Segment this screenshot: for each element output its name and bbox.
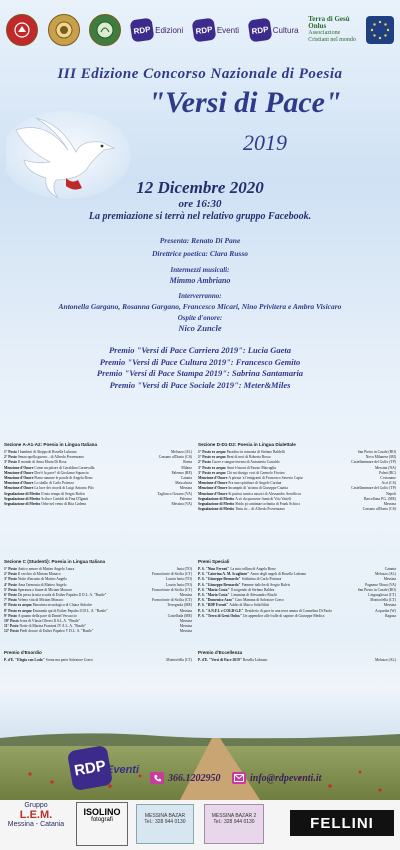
result-place: Melazzo (AL) — [171, 450, 192, 454]
result-title-author: Paradiso in armonia di Stefano Baldelli — [226, 450, 285, 454]
result-rank: 4° Posto — [4, 582, 17, 587]
result-title-author: I bambini di Aleppo di Rosella Lubrano — [17, 450, 77, 454]
result-rank: 1° Posto — [4, 567, 17, 571]
result-place: Messina — [179, 486, 192, 491]
special-awards-results — [198, 559, 396, 619]
result-rank: Segnalazione di Merito — [4, 496, 41, 501]
result-title-author: La mia collina di Angela Bono — [230, 567, 276, 571]
result-rank: 8° Posto ex aequo — [4, 603, 32, 608]
gold-seal-logo — [48, 14, 80, 46]
result-place: Castellada (ME) — [167, 613, 192, 618]
green-seal-logo — [89, 14, 121, 46]
isolino-sponsor-logo — [76, 802, 128, 846]
results-list — [4, 567, 192, 635]
main-title: "Versi di Pace" — [148, 86, 342, 119]
result-place: Nova Milanese (MI) — [365, 455, 396, 460]
result-place: Palermo (RE) — [171, 470, 192, 475]
result-place: Messina (NA) — [375, 465, 396, 470]
result-title-author: Il sorgendo di Stefano Baldea — [230, 587, 275, 592]
result-rank: P. S. "RDP Eventi" — [198, 603, 229, 608]
rdp-footer-badge: RDP — [67, 745, 113, 791]
result-title-author: Notte d'incanto di Matteo Angelo — [17, 577, 68, 582]
result-place: Pagnano Olona (VA) — [365, 582, 396, 587]
result-rank: 7° Posto — [4, 598, 17, 603]
terra-di-gesu-logo — [308, 16, 356, 44]
result-place: Linguaglossa (CT) — [368, 593, 396, 598]
result-rank: Segnalazione di Merito — [4, 502, 41, 507]
rdp-edizioni-logo — [131, 19, 183, 41]
result-place: Castellammare del Golfo (TP) — [351, 486, 396, 491]
edition-title: III Edizione Concorso Nazionale di Poesia — [57, 66, 343, 82]
result-rank: Menzione d'Onore — [198, 481, 228, 486]
result-title-author: Sbido pi cantintari orfanita di Frank Schicci — [235, 502, 300, 507]
result-title-author: A sò du quarsene fiumi di Vito Vatieli — [235, 496, 291, 501]
debut-award-results — [4, 650, 192, 663]
red-logo-seal — [6, 14, 38, 46]
year-title: 2019 — [243, 130, 287, 155]
result-title-author: Si putissi turnà a nasciri di Alessandro Aerafficco — [228, 491, 302, 496]
result-place: Melazzo (AL) — [375, 572, 396, 577]
result-place: Messina — [383, 502, 396, 507]
result-place: Catania — [180, 476, 192, 481]
result-rank: P. S. "Caterina A. M. Scaglione" — [198, 572, 250, 577]
result-rank: Segnalazione di Merito — [198, 502, 235, 507]
result-place: Messina — [179, 619, 192, 624]
terra-logo-name: Terra di Gesù Onlus — [308, 15, 350, 30]
result-title-author: Cuore e sangue terrena di Antonietta Castaldo — [211, 460, 280, 465]
result-rank: 8° Posto ex aequo — [4, 608, 32, 613]
bazar-2-label: MESSINA BAZAR 2 — [211, 813, 257, 819]
stars-icon — [369, 19, 391, 41]
result-rank: Segnalazione di Merito — [198, 507, 235, 512]
result-rank: 3° Posto — [4, 460, 17, 465]
result-title-author: Reni di neci di Roberta Rosso — [226, 455, 271, 460]
header-logo-row — [6, 8, 394, 52]
result-place: Mascalucia — [175, 481, 192, 486]
lem-group-sponsor-logo — [4, 802, 68, 846]
result-place: Messina — [179, 629, 192, 634]
result-title-author: Da persa la mia scuola di Esther Papaleo Il D.L. A. "Basile" — [17, 593, 107, 598]
result-place: Acri (CS) — [381, 481, 396, 486]
result-place: San Pietro in Casale (BO) — [357, 450, 396, 454]
result-place: Barcellona P.G. (ME) — [364, 496, 396, 501]
result-rank: P. S. "Nino Ferraù" — [198, 567, 230, 571]
result-title-author: Il cerchio di Miriam Monaco — [17, 572, 61, 577]
event-time: ore 16:30 — [178, 198, 222, 210]
result-title-author: Fra una spiritùaci di Angelo Cartina — [228, 481, 282, 486]
result-place: Cassano all'Ionio (CS) — [362, 507, 396, 512]
result-rank: Menzione d'Onore — [198, 486, 228, 491]
results-list — [4, 658, 192, 663]
isolino-sub: fotografi — [91, 817, 113, 823]
result-rank: Menzione d'Onore — [4, 476, 34, 481]
section-a-results — [4, 442, 192, 507]
seal-icon — [95, 20, 115, 40]
result-title-author: Fiamme italiche di Sergio Balvis — [241, 582, 291, 587]
result-rank: 3° Posto ex aequo — [198, 470, 226, 475]
result-row — [4, 502, 192, 507]
speakers-names: Antonella Gargano, Rosanna Gargano, Francesco Micari, Nino Privitera e Ambra Visicaro — [58, 302, 342, 311]
section-title: Sezione D-D1-D2: Poesia in Lingua Dialettale — [198, 442, 296, 447]
result-title-author: L'ammina di Alessandro Riachi — [230, 593, 277, 598]
section-title: Premi Speciali — [198, 559, 230, 564]
messina-bazar-label: MESSINA BAZAR — [144, 813, 186, 819]
result-place: Messina (VA) — [171, 502, 192, 507]
result-place: Messina — [179, 593, 192, 598]
result-rank: 9° Posto — [4, 613, 17, 618]
section-d-results — [198, 442, 396, 512]
result-title-author: Addio di Marco Schiffilitti — [229, 603, 269, 608]
result-place: Francofonte di Sicilia (CT) — [151, 587, 192, 592]
event-note: La premiazione si terrà nel relativo gruppo Facebook. — [88, 211, 312, 222]
result-title-author: Tintu tic... di Alfredo Provenzano — [235, 507, 285, 512]
result-rank: P. d'E. "Versi di Pace 2019" — [198, 658, 242, 662]
result-place: Montorfella (CT) — [166, 658, 192, 662]
result-place: Palermo — [179, 496, 192, 501]
result-place: Messina — [179, 624, 192, 629]
result-place: Laurin Isnia (TO) — [165, 582, 192, 587]
result-rank: Menzione d'Onore — [4, 481, 34, 486]
result-place: Francofonte di Sicilia (CT) — [151, 572, 192, 577]
result-rank: 3° Posto — [4, 577, 17, 582]
result-title-author: Un appendice alle frulle di saprine di Giuseppe Medica — [242, 613, 325, 618]
interludes-name: Mimmo Ambriano — [169, 276, 231, 285]
presenter-line: Presenta: Renato Di Pane — [159, 236, 241, 245]
result-rank: P. S. "Maria Costa" — [198, 587, 230, 592]
lem-name: L.E.M. — [19, 809, 53, 821]
result-title-author: Incampiti di 'sirianu di Giuseppe Caiatia — [228, 486, 288, 491]
lem-top-label: Gruppo — [24, 802, 48, 809]
result-title-author: La luce dei ricordi di Luigi Antonio Pilo — [34, 486, 94, 491]
result-rank: 12° Posto — [4, 629, 19, 634]
result-title-author: Senza quella guerra... di Alfredo Provenzano — [17, 455, 84, 460]
star-circle-logo — [366, 16, 394, 44]
result-place: Montorfella (CT) — [370, 598, 396, 603]
guest-name: Nico Zuncle — [178, 323, 222, 333]
results-list — [198, 450, 396, 512]
result-title-author: Chi mi dissigo voci di Carmelo Fiorino — [226, 470, 285, 475]
result-place: Isnia (TO) — [176, 567, 192, 571]
result-title-author: Speranza a fiume di Miriam Monaco — [17, 587, 73, 592]
result-place: Ragusa — [385, 613, 396, 618]
result-title-author: Scena ma perte Salvatore Greco — [45, 658, 93, 662]
result-rank: 1° Posto ex aequo — [198, 455, 226, 460]
results-list — [198, 658, 396, 663]
result-title-author: A quanto della pace di Daniel Versaccio — [17, 613, 77, 618]
email-address[interactable]: info@rdpeventi.it — [250, 772, 322, 784]
seal-icon — [54, 20, 74, 40]
prize-line: Premio "Versi di Pace Stampa 2019": Sabrina Santamaria — [96, 368, 304, 378]
speakers-label: Interverranno: — [178, 292, 222, 300]
contact-bar — [0, 756, 400, 796]
result-place: Palmi (RC) — [379, 470, 396, 475]
result-place: San Pietro in Casale (BO) — [357, 587, 396, 592]
email-icon — [232, 772, 246, 784]
result-rank: Menzione d'Onore — [4, 486, 34, 491]
section-c-results — [4, 559, 192, 635]
result-rank: Menzione d'Onore — [4, 465, 34, 470]
prize-line: Premio "Versi di Pace Carriera 2019": Lucia Gaeta — [108, 345, 292, 355]
result-rank: P. S. "A.N.F.I. e COLB-G.E" — [198, 608, 244, 613]
result-rank: 2° Posto — [198, 460, 211, 465]
result-rank: Menzione d'Onore — [4, 470, 34, 475]
interludes-label: Intermezzi musicali: — [170, 266, 230, 274]
result-title-author: Antico amore di Matteo Angelo Laura — [17, 567, 75, 571]
isolino-name: ISOLINO — [83, 807, 121, 817]
result-title-author: Ama l'armonia di Matteo Angelo — [17, 582, 67, 587]
result-rank: P. d'E. "Elegia con Loda" — [4, 658, 45, 662]
rdp-eventi-footer-logo — [70, 748, 140, 792]
result-title-author: Lo sballo di Carlo Potenza — [34, 481, 74, 486]
result-row — [198, 658, 396, 663]
phone-number[interactable]: 366.1202950 — [168, 772, 221, 784]
rdp-eventi-logo — [193, 19, 239, 41]
result-place: Messina — [383, 603, 396, 608]
result-title-author: Dov'è la pace? di Girolamo Squarcia — [34, 470, 89, 475]
result-title-author: Il mondo di Anna Maria Di Rosa — [17, 460, 67, 465]
result-title-author: Amor degli angeli di Rosella Lubrano — [250, 572, 307, 577]
rdp-badge-icon: RDP — [247, 18, 272, 43]
rdp-eventi-label: Eventi — [216, 25, 240, 35]
result-rank: 2° Posto — [4, 572, 17, 577]
director-line: Direttrice poetica: Clara Russo — [151, 249, 249, 258]
result-rank: 10° Posto — [4, 619, 19, 624]
result-row — [4, 658, 192, 663]
fellini-sponsor-logo: FELLINI — [290, 810, 394, 836]
result-rank: P. S. "Giuseppe Bernardo" — [198, 582, 241, 587]
prize-line: Premio "Versi di Pace Cultura 2019": Francesco Gemito — [99, 356, 301, 367]
rdp-badge-icon: RDP — [191, 18, 216, 43]
result-title-author: Il mio tempo di Sergio Balvis — [41, 491, 85, 496]
result-title-author: Orbe nel vento di Rita Cadena — [41, 502, 87, 507]
result-title-author: Piedi dorace di Esther Papaleo V D.L. A. "Basile" — [19, 629, 94, 634]
crest-icon — [13, 21, 31, 39]
result-rank: P. S. "Domenico Azzo" — [198, 598, 235, 603]
result-title-author: Desiderio di pace in una terra amara di Carmelina Di Paolo — [244, 608, 332, 613]
result-title-author: Rosella Lubrano — [242, 658, 268, 662]
result-place: Napoli — [385, 491, 396, 496]
terra-logo-sub: Associazione Cristiani nel mondo — [308, 30, 356, 43]
result-title-author: Panorima tecnologica di Chiara Sidoche — [32, 603, 92, 608]
result-rank: 2° Posto — [4, 455, 17, 460]
result-rank: 11° Posto — [4, 624, 19, 629]
lem-sub: Messina - Catania — [7, 821, 65, 828]
result-place: Melazzo (AL) — [375, 658, 396, 662]
result-row — [4, 629, 192, 634]
result-place: Acquedia (W) — [375, 608, 396, 613]
bazar-2-phone: Tel.: 328 944 0130 — [213, 819, 255, 825]
result-place: Laurin Isnia (TO) — [165, 577, 192, 582]
result-place: Terregnola (ME) — [167, 603, 192, 608]
phone-icon — [150, 772, 164, 784]
result-row — [198, 614, 396, 619]
result-place: Messina — [179, 608, 192, 613]
result-title-author: Soldatino di Carlo Potenza — [241, 577, 282, 582]
result-rank: 1° Posto — [4, 450, 17, 454]
results-list — [198, 567, 396, 619]
rdp-edizioni-label: Edizioni — [155, 25, 184, 35]
result-place: Roma — [183, 460, 192, 465]
rdp-cultura-logo — [249, 19, 299, 41]
result-row — [198, 507, 396, 512]
result-title-author: Ivrea di Vlasta Oliveri Il A.L.A. "Basile" — [19, 619, 81, 624]
result-title-author: Come un pittore di Geraldina Carnevalla — [34, 465, 95, 470]
rdp-footer-eventi-label: Eventi — [106, 764, 140, 776]
result-rank: Menzione d'Onore — [198, 491, 228, 496]
result-rank: 5° Posto — [4, 587, 17, 592]
result-rank: 1° Posto ex aequo — [198, 450, 226, 454]
result-rank: Menzione d'Onore — [198, 476, 228, 481]
result-title-author: Notte di Marina Frantoni IV A.L. A. "Basile" — [19, 624, 87, 629]
result-place: Messina — [383, 577, 396, 582]
result-title-author: Veleno vita di Miriam Monaco — [17, 598, 64, 603]
result-place: Castellammare del Golfo (TP) — [351, 460, 396, 465]
result-place: Cassano all'Ionio (CS) — [158, 455, 192, 460]
result-title-author: Sciba e Cariddi di Fina D'Ignoti — [41, 496, 89, 501]
result-place: Tagliasco Ozzano (VA) — [157, 491, 192, 496]
prize-line: Premio "Versi di Pace Sociale 2019": Meter&Miles — [109, 379, 291, 390]
guest-label: Ospite d'onore: — [177, 314, 223, 322]
messina-bazar-sponsor-logo — [136, 804, 194, 844]
result-rank: 6° Posto — [4, 593, 17, 598]
sponsor-strip — [0, 800, 400, 850]
phone-contact[interactable] — [150, 772, 221, 784]
section-title: Premio d'Eccellenza — [198, 650, 243, 655]
result-title-author: Piano ramone le parole di Angela Bono — [34, 476, 93, 481]
result-rank: 3° Posto ex aequo — [198, 465, 226, 470]
result-rank: Segnalazione di Merito — [4, 491, 41, 496]
special-prizes-list — [0, 345, 400, 391]
result-title-author: Caro Mamma di Salvatore Greco — [235, 598, 284, 603]
event-date: 12 Dicembre 2020 — [136, 178, 264, 197]
result-rank: P. S. "Maria Costa" — [198, 593, 230, 598]
section-title: Premio d'Esordio — [4, 650, 42, 655]
result-title-author: Emiranda qui di Esther Papaleo Il D.L. A. "Basile" — [32, 608, 108, 613]
result-title-author: Anni è buoni di Fausto Marrugliu — [226, 465, 277, 470]
rdp-cultura-label: Cultura — [272, 25, 299, 35]
rdp-badge-icon: RDP — [130, 18, 155, 43]
messina-bazar-phone: Tel.: 328 944 0130 — [144, 819, 186, 825]
result-place: Cotronano — [380, 476, 396, 481]
excellence-award-results — [198, 650, 396, 663]
section-title: Sezione C (Studenti): Poesia in Lingua Italiana — [4, 559, 106, 564]
result-place: Francofonte di Sicilia (CT) — [151, 598, 192, 603]
result-place: Milano — [181, 465, 192, 470]
results-list — [4, 450, 192, 507]
result-title-author: A pòrnia 'a l'emigranti di Francesco Saverio Capia — [228, 476, 303, 481]
result-rank: Segnalazione di Merito — [198, 496, 235, 501]
result-rank: P. S. "Terra di Gesù Onlus" — [198, 613, 242, 618]
result-rank: P. S. "Giuseppe Bernardo" — [198, 577, 241, 582]
result-place: Catania — [384, 567, 396, 571]
section-title: Sezione A-A1-A2: Poesia in Lingua Italiana — [4, 442, 97, 447]
messina-bazar-2-sponsor-logo — [204, 804, 264, 844]
email-contact[interactable] — [232, 772, 321, 784]
